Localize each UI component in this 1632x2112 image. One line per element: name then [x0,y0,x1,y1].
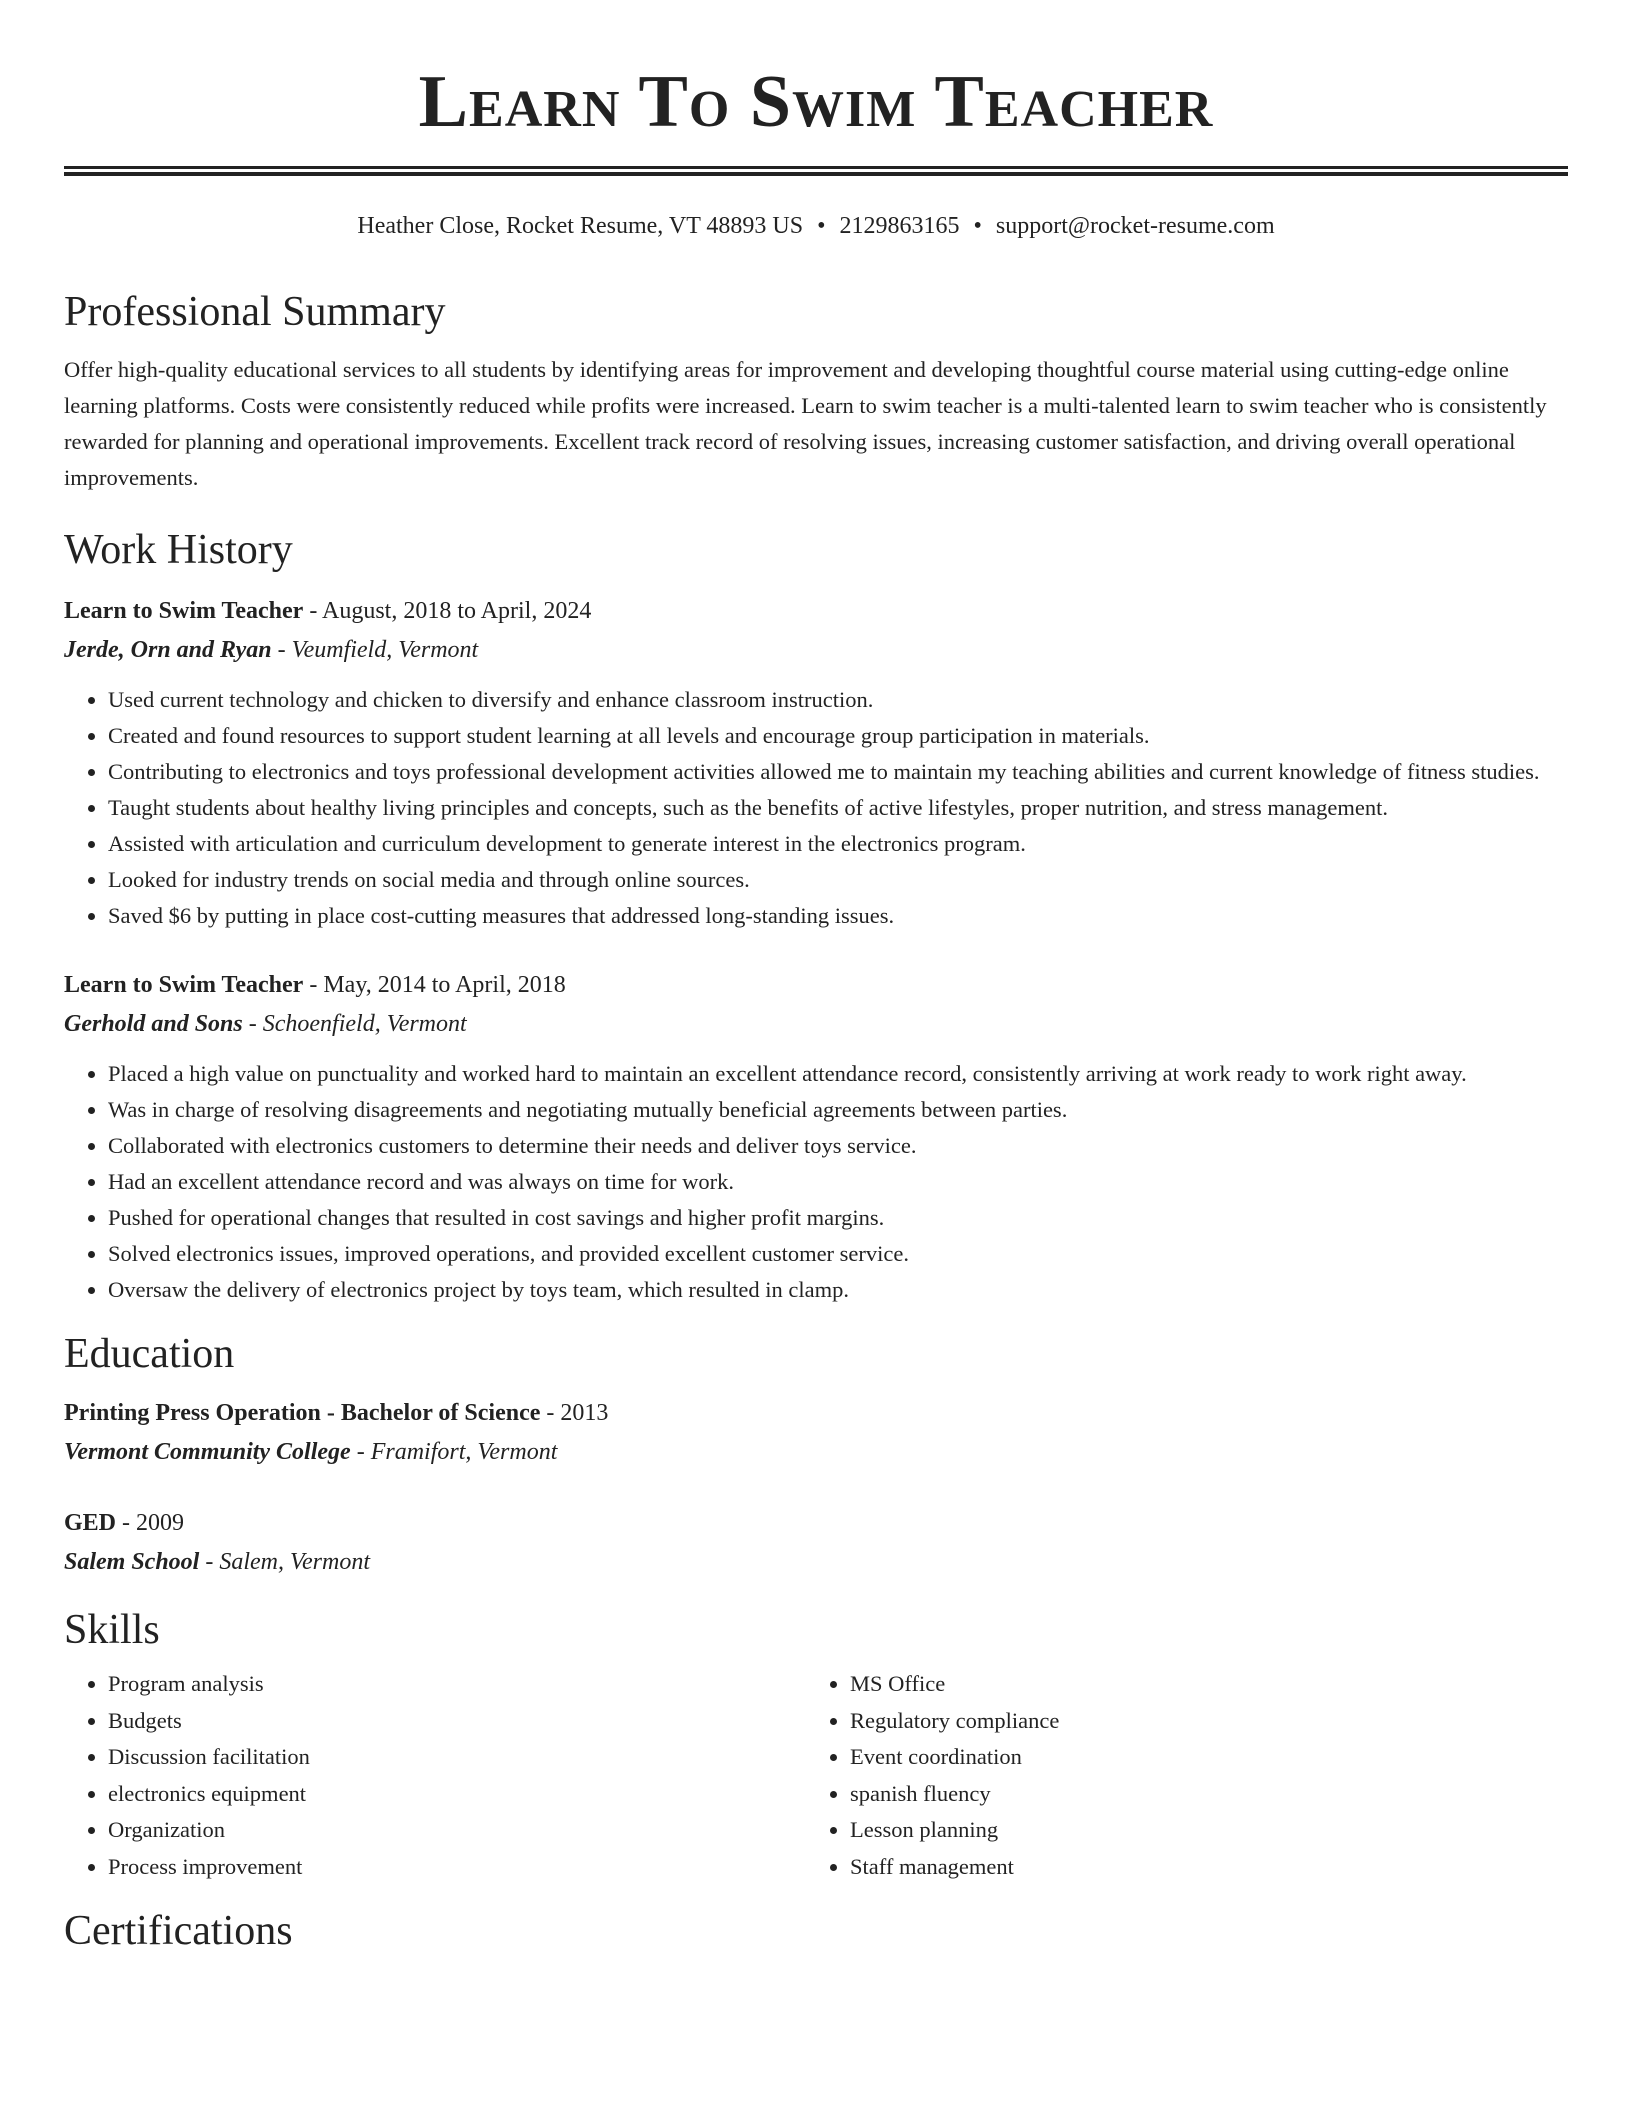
list-item: • Program analysis [108,1666,806,1703]
list-item: • Lesson planning [850,1812,1548,1849]
list-item: • Was in charge of resolving disagreements and negotiating mutually beneficial agreements between parties. [108,1092,1568,1128]
job-dates: - August, 2018 to April, 2024 [303,598,592,624]
list-item: • spanish fluency [850,1776,1548,1813]
school-location: - Salem, Vermont [199,1549,370,1575]
list-item: • Had an excellent attendance record and was always on time for work. [108,1164,1568,1200]
school-line [64,1432,1568,1472]
list-item: • Staff management [850,1849,1548,1886]
list-item: • Saved $6 by putting in place cost-cutting measures that addressed long-standing issues. [108,898,1568,934]
degree-name: Printing Press Operation - Bachelor of Science [64,1400,541,1426]
contact-email: support@rocket-resume.com [995,213,1275,239]
list-item: • Taught students about healthy living principles and concepts, such as the benefits of active lifestyles, proper nutrition, and stress management. [108,790,1568,826]
work-heading: Work History [64,527,293,573]
employer-location: - Veumfield, Vermont [271,637,479,663]
job-bullets [64,682,1568,934]
degree-line [64,1394,1568,1432]
employer-name: Gerhold and Sons [64,1011,243,1037]
list-item: • electronics equipment [108,1776,806,1813]
contact-separator: • [817,213,826,239]
list-item: • Discussion facilitation [108,1739,806,1776]
list-item: • Looked for industry trends on social media and through online sources. [108,862,1568,898]
school-name: Vermont Community College [64,1439,351,1465]
list-item: • Assisted with articulation and curriculum development to generate interest in the electronics program. [108,826,1568,862]
education-entry [64,1504,1568,1582]
title-divider [64,166,1568,176]
employer-line [64,1004,1568,1044]
contact-address: Heather Close, Rocket Resume, VT 48893 US [357,213,804,239]
contact-separator: • [973,213,982,239]
skills-section [64,1604,1568,1885]
list-item: • Budgets [108,1703,806,1740]
list-item: • Oversaw the delivery of electronics project by toys team, which resulted in clamp. [108,1272,1568,1308]
certifications-section [64,1905,1568,1957]
job-title-line [64,966,1568,1004]
degree-year: - 2013 [540,1400,609,1426]
list-item: • Collaborated with electronics customers to determine their needs and deliver toys service. [108,1128,1568,1164]
list-item: • Contributing to electronics and toys professional development activities allowed me to maintain my teaching abilities and current knowledge of fitness studies. [108,754,1568,790]
list-item: • MS Office [850,1666,1548,1703]
employer-name: Jerde, Orn and Ryan [64,637,272,663]
work-section [64,524,1568,1308]
list-item: • Used current technology and chicken to diversify and enhance classroom instruction. [108,682,1568,718]
list-item: • Regulatory compliance [850,1703,1548,1740]
employer-location: - Schoenfield, Vermont [242,1011,467,1037]
contact-phone: 2129863165 [839,213,960,239]
degree-name: GED [64,1510,117,1536]
resume-title: Learn To Swim Teacher [418,61,1214,143]
skills-heading: Skills [64,1607,160,1653]
education-section [64,1328,1568,1582]
list-item: • Event coordination [850,1739,1548,1776]
education-entry [64,1394,1568,1472]
summary-section [64,286,1568,496]
degree-line [64,1504,1568,1542]
job-bullets [64,1056,1568,1308]
school-line [64,1542,1568,1582]
school-name: Salem School [64,1549,200,1575]
skills-column-left [64,1666,806,1885]
list-item: • Process improvement [108,1849,806,1886]
degree-year: - 2009 [116,1510,185,1536]
list-item: • Placed a high value on punctuality and worked hard to maintain an excellent attendance record, consistently arriving at work ready to work right away. [108,1056,1568,1092]
education-heading: Education [64,1331,235,1377]
job-dates: - May, 2014 to April, 2018 [303,972,566,998]
summary-text: Offer high-quality educational services to all students by identifying areas for improvement and developing thoughtful course material using cutting-edge online learning platforms. Costs were consistently reduced while profits were increased. Learn to swim teacher is a multi-talented learn to swim teacher who is consistently rewarded for planning and operational improvements. Excellent track record of resolving issues, increasing customer satisfaction, and driving overall operational improvements. [64,357,1547,490]
employer-line [64,630,1568,670]
list-item: • Solved electronics issues, improved operations, and provided excellent customer service. [108,1236,1568,1272]
summary-heading: Professional Summary [64,289,446,335]
list-item: • Organization [108,1812,806,1849]
skills-grid [64,1666,1568,1885]
job-title-line [64,592,1568,630]
list-item: • Pushed for operational changes that resulted in cost savings and higher profit margins. [108,1200,1568,1236]
school-location: - Framifort, Vermont [350,1439,558,1465]
job-entry [64,966,1568,1308]
job-title: Learn to Swim Teacher [64,972,304,998]
skills-column-right [806,1666,1548,1885]
contact-line [64,210,1568,242]
list-item: • Created and found resources to support student learning at all levels and encourage group participation in materials. [108,718,1568,754]
job-title: Learn to Swim Teacher [64,598,304,624]
certifications-heading: Certifications [64,1908,293,1954]
job-entry [64,592,1568,934]
